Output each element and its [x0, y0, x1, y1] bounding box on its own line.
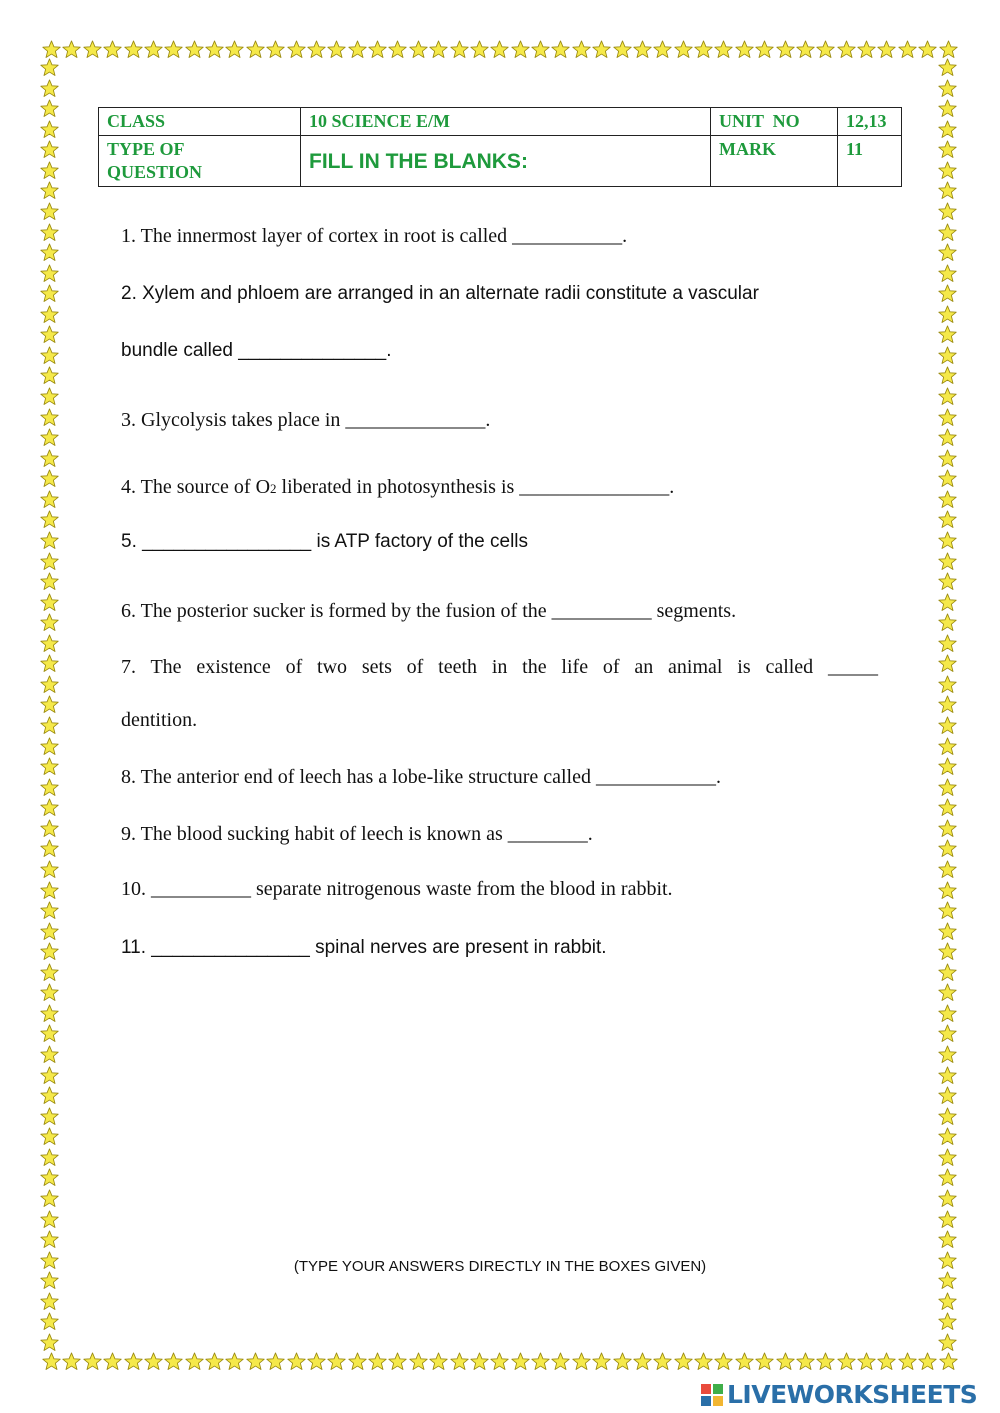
star-icon — [938, 79, 957, 98]
star-icon — [938, 1148, 957, 1167]
star-icon — [40, 510, 59, 529]
star-icon — [124, 40, 143, 59]
star-icon — [40, 1024, 59, 1043]
star-icon — [572, 40, 591, 59]
star-icon — [40, 1086, 59, 1105]
star-icon — [40, 1333, 59, 1352]
star-icon — [327, 1352, 346, 1371]
star-icon — [40, 1107, 59, 1126]
star-icon — [185, 1352, 204, 1371]
star-icon — [40, 983, 59, 1002]
star-icon — [837, 1352, 856, 1371]
star-icon — [40, 58, 59, 77]
star-icon — [938, 202, 957, 221]
question-9: 9. The blood sucking habit of leech is known as ________. — [121, 823, 593, 845]
star-icon — [938, 161, 957, 180]
star-icon — [938, 593, 957, 612]
star-icon — [735, 40, 754, 59]
star-icon — [837, 40, 856, 59]
star-icon — [40, 202, 59, 221]
star-icon — [511, 1352, 530, 1371]
star-icon — [938, 1086, 957, 1105]
star-icon — [40, 223, 59, 242]
star-icon — [938, 58, 957, 77]
star-icon — [40, 1127, 59, 1146]
star-icon — [531, 1352, 550, 1371]
star-icon — [409, 1352, 428, 1371]
star-icon — [307, 1352, 326, 1371]
instruction-footer: (TYPE YOUR ANSWERS DIRECTLY IN THE BOXES GIVEN) — [293, 1258, 707, 1275]
star-icon — [694, 40, 713, 59]
star-icon — [40, 716, 59, 735]
star-icon — [40, 819, 59, 838]
star-icon — [164, 40, 183, 59]
star-icon — [388, 40, 407, 59]
star-icon — [938, 99, 957, 118]
star-icon — [246, 40, 265, 59]
star-icon — [714, 1352, 733, 1371]
star-icon — [938, 243, 957, 262]
star-icon — [40, 469, 59, 488]
question-8: 8. The anterior end of leech has a lobe-like structure called ____________. — [121, 766, 721, 788]
star-icon — [40, 161, 59, 180]
star-icon — [938, 922, 957, 941]
star-icon — [327, 40, 346, 59]
star-icon — [40, 1148, 59, 1167]
star-icon — [388, 1352, 407, 1371]
star-icon — [266, 1352, 285, 1371]
question-7-line2: dentition. — [121, 709, 198, 731]
star-icon — [205, 40, 224, 59]
star-icon — [551, 1352, 570, 1371]
unit-label: UNIT NO — [711, 108, 838, 136]
star-icon — [470, 1352, 489, 1371]
star-icon — [938, 1230, 957, 1249]
star-icon — [40, 634, 59, 653]
star-icon — [938, 284, 957, 303]
star-icon — [653, 40, 672, 59]
mark-label: MARK — [711, 136, 838, 187]
star-icon — [938, 983, 957, 1002]
star-icon — [918, 1352, 937, 1371]
liveworksheets-logo-icon — [700, 1383, 724, 1407]
liveworksheets-logo — [700, 1380, 977, 1409]
star-icon — [938, 1168, 957, 1187]
star-icon — [205, 1352, 224, 1371]
star-icon — [938, 120, 957, 139]
star-icon — [40, 654, 59, 673]
star-icon — [938, 428, 957, 447]
star-icon — [490, 40, 509, 59]
star-icon — [796, 1352, 815, 1371]
star-icon — [40, 449, 59, 468]
star-icon — [348, 40, 367, 59]
star-icon — [674, 1352, 693, 1371]
star-icon — [938, 552, 957, 571]
star-icon — [938, 1024, 957, 1043]
star-icon — [938, 1127, 957, 1146]
star-icon — [409, 40, 428, 59]
star-icon — [674, 40, 693, 59]
star-icon — [40, 901, 59, 920]
question-1: 1. The innermost layer of cortex in root is called ___________. — [121, 225, 628, 247]
liveworksheets-logo-text: LIVEWORKSHEETS — [727, 1380, 978, 1409]
question-5: 5. ________________ is ATP factory of the cells — [121, 531, 529, 552]
star-icon — [938, 901, 957, 920]
star-icon — [40, 922, 59, 941]
star-icon — [938, 1292, 957, 1311]
star-icon — [450, 40, 469, 59]
question-3: 3. Glycolysis takes place in ______________. — [121, 409, 491, 431]
star-icon — [938, 408, 957, 427]
star-icon — [938, 223, 957, 242]
star-icon — [62, 1352, 81, 1371]
star-icon — [938, 839, 957, 858]
star-icon — [40, 1045, 59, 1064]
star-icon — [694, 1352, 713, 1371]
star-icon — [40, 572, 59, 591]
star-icon — [40, 428, 59, 447]
type-label — [99, 136, 301, 187]
star-icon — [938, 634, 957, 653]
star-icon — [287, 1352, 306, 1371]
star-icon — [40, 387, 59, 406]
star-border-bottom — [42, 1352, 958, 1371]
star-icon — [368, 40, 387, 59]
star-icon — [613, 1352, 632, 1371]
star-icon — [40, 264, 59, 283]
star-icon — [40, 613, 59, 632]
star-icon — [938, 819, 957, 838]
star-icon — [40, 757, 59, 776]
star-icon — [225, 40, 244, 59]
question-10: 10. __________ separate nitrogenous waste from the blood in rabbit. — [121, 878, 673, 900]
star-icon — [40, 99, 59, 118]
star-icon — [755, 1352, 774, 1371]
star-icon — [938, 387, 957, 406]
star-border-left — [40, 58, 59, 1352]
star-icon — [40, 1230, 59, 1249]
star-icon — [755, 40, 774, 59]
star-icon — [470, 40, 489, 59]
star-icon — [898, 1352, 917, 1371]
star-icon — [898, 40, 917, 59]
star-icon — [938, 140, 957, 159]
star-icon — [40, 798, 59, 817]
star-icon — [857, 40, 876, 59]
star-icon — [776, 1352, 795, 1371]
star-icon — [266, 40, 285, 59]
star-icon — [938, 490, 957, 509]
star-icon — [938, 1066, 957, 1085]
star-icon — [653, 1352, 672, 1371]
star-icon — [429, 1352, 448, 1371]
class-value: 10 SCIENCE E/M — [301, 108, 711, 136]
star-icon — [225, 1352, 244, 1371]
star-icon — [40, 1168, 59, 1187]
star-icon — [40, 305, 59, 324]
star-icon — [938, 695, 957, 714]
star-icon — [40, 181, 59, 200]
star-icon — [938, 737, 957, 756]
star-icon — [938, 1189, 957, 1208]
star-icon — [938, 181, 957, 200]
star-icon — [592, 40, 611, 59]
star-icon — [938, 325, 957, 344]
star-icon — [40, 695, 59, 714]
question-4 — [121, 476, 674, 499]
star-icon — [939, 40, 958, 59]
star-icon — [185, 40, 204, 59]
star-icon — [490, 1352, 509, 1371]
star-icon — [144, 1352, 163, 1371]
star-icon — [40, 408, 59, 427]
star-icon — [40, 284, 59, 303]
star-icon — [938, 613, 957, 632]
star-icon — [938, 510, 957, 529]
star-icon — [40, 942, 59, 961]
star-icon — [40, 140, 59, 159]
star-icon — [857, 1352, 876, 1371]
question-4-pre: 4. The source of O — [121, 476, 271, 498]
star-icon — [938, 1312, 957, 1331]
star-icon — [776, 40, 795, 59]
star-icon — [938, 942, 957, 961]
star-icon — [714, 40, 733, 59]
star-icon — [938, 1045, 957, 1064]
star-icon — [144, 40, 163, 59]
star-icon — [938, 1107, 957, 1126]
type-label-line1: TYPE OF — [107, 139, 185, 159]
star-icon — [40, 325, 59, 344]
star-icon — [735, 1352, 754, 1371]
mark-value: 11 — [838, 136, 902, 187]
star-icon — [83, 40, 102, 59]
star-icon — [938, 449, 957, 468]
unit-value: 12,13 — [838, 108, 902, 136]
star-icon — [40, 1312, 59, 1331]
star-icon — [531, 40, 550, 59]
star-icon — [816, 1352, 835, 1371]
class-label: CLASS — [99, 108, 301, 136]
star-icon — [918, 40, 937, 59]
star-icon — [796, 40, 815, 59]
star-icon — [103, 1352, 122, 1371]
star-icon — [368, 1352, 387, 1371]
star-icon — [429, 40, 448, 59]
star-icon — [938, 264, 957, 283]
star-icon — [938, 1333, 957, 1352]
star-icon — [348, 1352, 367, 1371]
star-icon — [40, 1004, 59, 1023]
star-icon — [40, 79, 59, 98]
star-icon — [938, 675, 957, 694]
star-icon — [42, 40, 61, 59]
type-label-line2: QUESTION — [107, 162, 203, 182]
star-icon — [938, 572, 957, 591]
star-icon — [62, 40, 81, 59]
star-icon — [877, 40, 896, 59]
type-value: FILL IN THE BLANKS: — [301, 136, 711, 187]
star-icon — [450, 1352, 469, 1371]
star-icon — [40, 778, 59, 797]
star-icon — [938, 654, 957, 673]
star-icon — [287, 40, 306, 59]
star-icon — [938, 1004, 957, 1023]
star-icon — [938, 305, 957, 324]
star-icon — [103, 40, 122, 59]
star-icon — [613, 40, 632, 59]
star-icon — [40, 860, 59, 879]
star-icon — [40, 552, 59, 571]
star-icon — [877, 1352, 896, 1371]
star-border-top — [42, 40, 958, 59]
star-icon — [40, 1189, 59, 1208]
question-11: 11. _______________ spinal nerves are present in rabbit. — [121, 937, 607, 958]
star-icon — [938, 716, 957, 735]
star-icon — [938, 531, 957, 550]
star-icon — [938, 778, 957, 797]
question-4-post: liberated in photosynthesis is _______________. — [276, 476, 675, 498]
star-icon — [938, 1210, 957, 1229]
star-icon — [246, 1352, 265, 1371]
star-icon — [40, 366, 59, 385]
star-icon — [40, 1210, 59, 1229]
question-7-line1: 7. The existence of two sets of teeth in the life of an animal is called _____ — [121, 656, 878, 678]
star-icon — [40, 120, 59, 139]
star-icon — [816, 40, 835, 59]
star-icon — [124, 1352, 143, 1371]
star-icon — [40, 243, 59, 262]
star-icon — [633, 40, 652, 59]
star-icon — [572, 1352, 591, 1371]
star-icon — [938, 860, 957, 879]
question-6: 6. The posterior sucker is formed by the fusion of the __________ segments. — [121, 600, 737, 622]
star-icon — [40, 1066, 59, 1085]
star-icon — [938, 963, 957, 982]
star-icon — [40, 839, 59, 858]
star-icon — [40, 346, 59, 365]
star-icon — [164, 1352, 183, 1371]
question-2-line1: 2. Xylem and phloem are arranged in an alternate radii constitute a vascular — [121, 283, 759, 304]
star-icon — [938, 757, 957, 776]
star-icon — [40, 963, 59, 982]
star-icon — [40, 737, 59, 756]
star-icon — [633, 1352, 652, 1371]
star-icon — [592, 1352, 611, 1371]
star-icon — [939, 1352, 958, 1371]
star-icon — [40, 593, 59, 612]
star-icon — [938, 346, 957, 365]
question-2-line2: bundle called ______________. — [121, 340, 392, 361]
star-icon — [938, 881, 957, 900]
star-icon — [40, 881, 59, 900]
star-icon — [42, 1352, 61, 1371]
star-icon — [40, 531, 59, 550]
star-border-right — [938, 58, 957, 1352]
star-icon — [938, 366, 957, 385]
star-icon — [511, 40, 530, 59]
star-icon — [40, 675, 59, 694]
star-icon — [551, 40, 570, 59]
star-icon — [307, 40, 326, 59]
header-table — [98, 107, 902, 187]
star-icon — [938, 798, 957, 817]
star-icon — [40, 490, 59, 509]
star-icon — [40, 1292, 59, 1311]
star-icon — [83, 1352, 102, 1371]
star-icon — [938, 469, 957, 488]
question-4-subscript: 2 — [270, 481, 277, 496]
